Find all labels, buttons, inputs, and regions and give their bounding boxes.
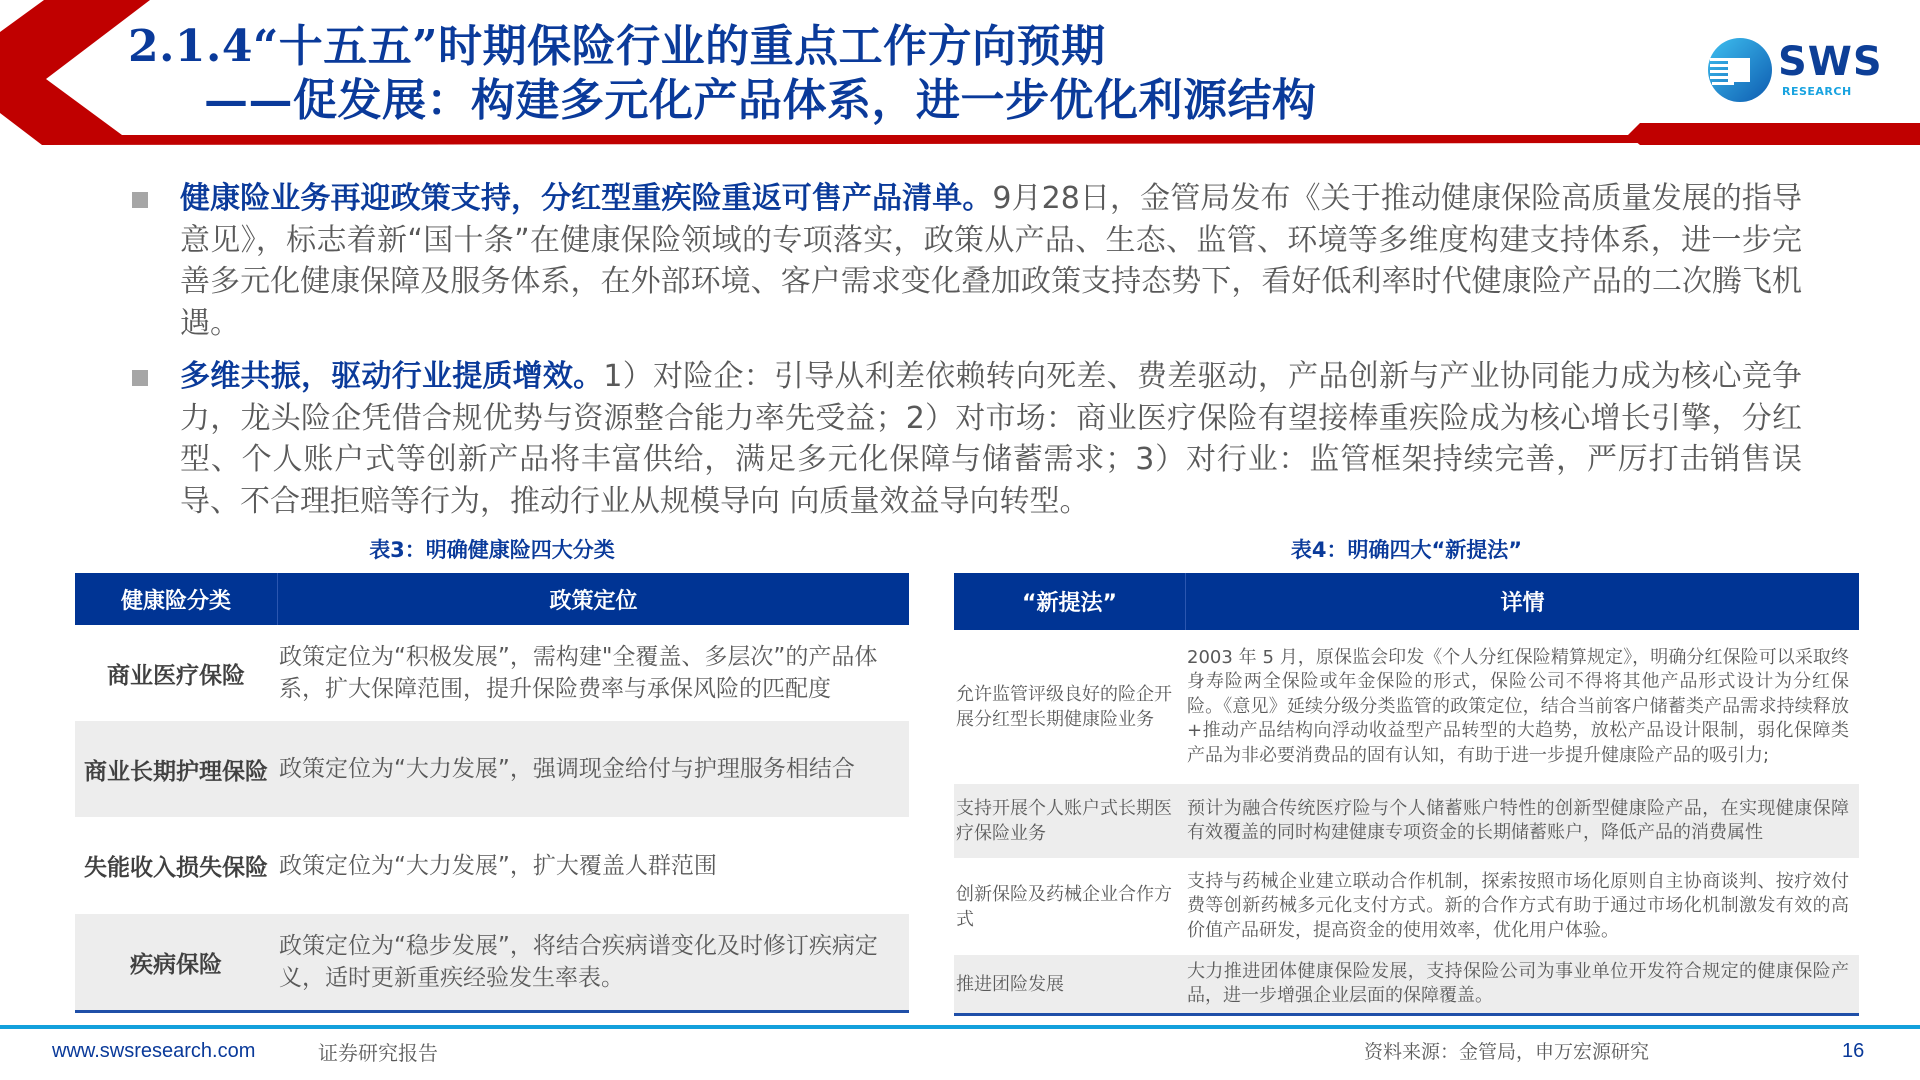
table3-header [75, 573, 909, 625]
table-row [75, 625, 909, 721]
table3-category-cell: 商业医疗保险 [107, 662, 245, 689]
bullet-list [132, 178, 1802, 534]
table3 [75, 573, 909, 1013]
table3-caption: 表3：明确健康险四大分类 [369, 538, 615, 562]
page-title: 2.1.4“十五五”时期保险行业的重点工作方向预期 [128, 21, 1106, 72]
table3-category-cell: 失能收入损失保险 [84, 855, 268, 881]
square-bullet-icon [132, 192, 148, 208]
table4-item-cell: 支持开展个人账户式长期医疗保险业务 [956, 798, 1172, 844]
logo-wordmark: SWS [1778, 39, 1883, 85]
table3-bottom-border [75, 1010, 909, 1013]
table4-item-cell: 推进团险发展 [956, 973, 1064, 995]
table3-policy-cell: 政策定位为“大力发展”，强调现金给付与护理服务相结合 [279, 756, 855, 782]
table4-detail-cell: 预计为融合传统医疗险与个人储蓄账户特性的创新型健康险产品，在实现健康保障有效覆盖的同时构建健康专项资金的长期储蓄账户，降低产品的消费属性 [1187, 797, 1849, 843]
bullet-lead-text: 健康险业务再迎政策支持，分红型重疾险重返可售产品清单。 [180, 181, 993, 216]
page-number: 16 [1842, 1040, 1865, 1062]
table4-detail-cell: 2003 年 5 月，原保监会印发《个人分红保险精算规定》，明确分红保险可以采取终身寿险两全保险或年金保险的形式，保险公司不得将其他产品形式设计为分红保险。《意见》延续分级分类监管的政策定位，结合当前客户储蓄类产品需求持续释放+推动产品结构向浮动收益型产品转型的大趋势，放松产品设计限制，弱化保障类产品为非必要消费品的固有认知，有助于进一步提升健康险产品的吸引力; [1187, 646, 1849, 766]
table3-policy-cell: 政策定位为“积极发展”，需构建"全覆盖、多层次”的产品体系，扩大保障范围，提升保险费率与承保风险的匹配度 [279, 644, 878, 702]
table4-caption: 表4：明确四大“新提法” [1290, 538, 1523, 562]
table3-policy-cell: 政策定位为“稳步发展”，将结合疾病谱变化及时修订疾病定义，适时更新重疾经验发生率表。 [279, 933, 878, 991]
table4-item-cell: 创新保险及药械企业合作方式 [956, 883, 1172, 930]
bullet-item [132, 178, 1802, 344]
table4-header-detail: 详情 [1185, 573, 1859, 630]
table4 [954, 573, 1859, 1016]
footer-divider [0, 1025, 1920, 1029]
red-underline-bar [1628, 123, 1920, 145]
bullet-body-text: 9月28日，金管局发布《关于推动健康保险高质量发展的指导意见》，标志着新“国十条”在健康保险领域的专项落实，政策从产品、生态、监管、环境等多维度构建支持体系，进一步完善多元化健康保障及服务体系，在外部环境、客户需求变化叠加政策支持态势下，看好低利率时代健康险产品的二次腾飞机遇。 [180, 181, 1803, 341]
table-row [954, 858, 1859, 955]
table-row [75, 817, 909, 914]
table4-detail-cell: 支持与药械企业建立联动合作机制，探索按照市场化原则自主协商谈判、按疗效付费等创新药械多元化支付方式。新的合作方式有助于通过市场化机制激发有效的高价值产品研发，提高资金的使用效率，优化用户体验。 [1187, 870, 1849, 941]
table3-header-policy: 政策定位 [277, 573, 909, 625]
table-row [954, 630, 1859, 784]
footer-website-link[interactable]: www.swsresearch.com [52, 1040, 256, 1062]
table-row [75, 914, 909, 1010]
table3-category-cell: 商业长期护理保险 [84, 758, 268, 785]
table4-bottom-border [954, 1013, 1859, 1016]
table4-detail-cell: 大力推进团体健康保险发展，支持保险公司为事业单位开发符合规定的健康保险产品，进一步增强企业层面的保障覆盖。 [1187, 960, 1849, 1006]
logo-subtext: RESEARCH [1782, 85, 1852, 98]
sws-research-logo [1706, 36, 1886, 106]
table4-header [954, 573, 1859, 630]
table-row [75, 721, 909, 817]
table4-header-item: “新提法” [1022, 591, 1117, 616]
footer-data-source: 资料来源：金管局，申万宏源研究 [1364, 1041, 1650, 1063]
bullet-item [132, 356, 1802, 522]
table4-item-cell: 允许监管评级良好的险企开展分红型长期健康险业务 [956, 684, 1172, 730]
square-bullet-icon [132, 370, 148, 386]
page-subtitle: ——促发展：构建多元化产品体系，进一步优化利源结构 [204, 75, 1317, 126]
sws-logo-icon [1706, 36, 1774, 104]
table3-policy-cell: 政策定位为“大力发展”，扩大覆盖人群范围 [279, 852, 717, 879]
table3-header-category: 健康险分类 [120, 588, 231, 614]
bullet-lead-text: 多维共振，驱动行业提质增效。 [180, 359, 604, 394]
footer-report-label: 证券研究报告 [318, 1041, 438, 1065]
table-row [954, 784, 1859, 858]
table-row [954, 955, 1859, 1013]
table3-category-cell: 疾病保险 [130, 951, 222, 978]
bullet-body-text: 1）对险企：引导从利差依赖转向死差、费差驱动，产品创新与产业协同能力成为核心竞争力，龙头险企凭借合规优势与资源整合能力率先受益；2）对市场：商业医疗保险有望接棒重疾险成为核心增长引擎，分红型、个人账户式等创新产品将丰富供给，满足多元化保障与储蓄需求；3）对行业：监管框架持续完善，严厉打击销售误导、不合理拒赔等行为，推动行业从规模导向 向质量效益导向转型。 [180, 359, 1803, 519]
